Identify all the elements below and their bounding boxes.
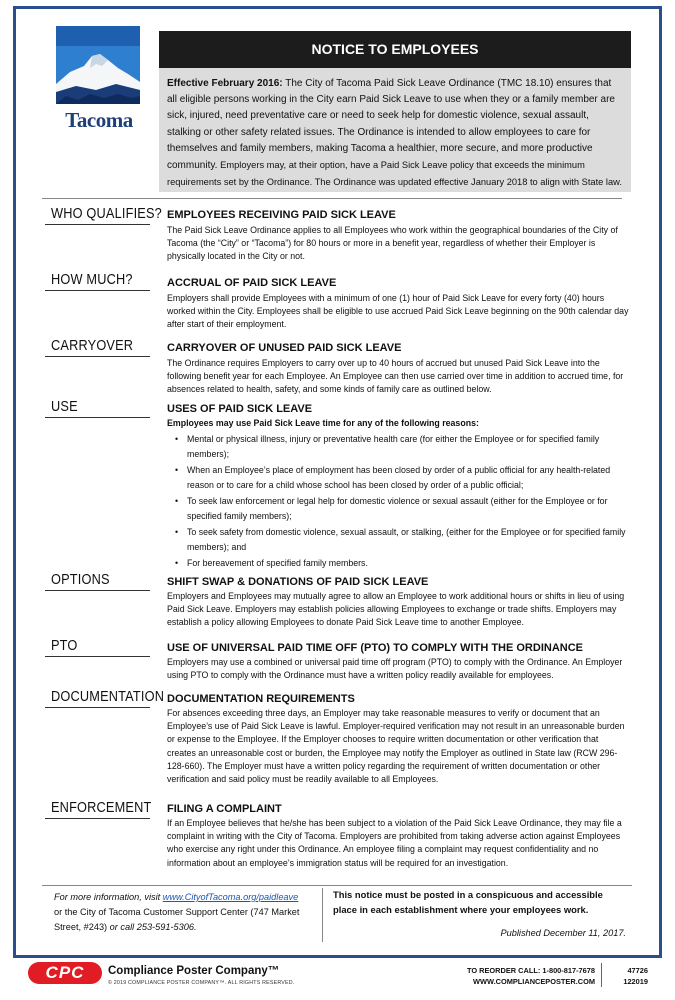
section-heading-enforcement: FILING A COMPLAINT [167, 803, 282, 815]
section-label-options: OPTIONS [51, 572, 110, 588]
section-label-use: USE [51, 399, 78, 415]
section-underline [45, 224, 150, 225]
section-body-pto: Employers may use a combined or universal paid time off program (PTO) to comply with the Ordinance. An Employer using PTO to comply with the Ordinance must have a written policy readily available for employees. [167, 657, 623, 681]
use-lead: Employees may use Paid Sick Leave time for any of the following reasons: [167, 418, 479, 428]
section-heading-how-much: ACCRUAL OF PAID SICK LEAVE [167, 277, 337, 289]
brand-name: Compliance Poster Company™ [108, 965, 280, 977]
section-heading-use: USES OF PAID SICK LEAVE [167, 403, 313, 415]
section-heading-carryover: CARRYOVER OF UNUSED PAID SICK LEAVE [167, 342, 402, 354]
section-underline [45, 818, 150, 819]
section-body-documentation: For absences exceeding three days, an Employer may take reasonable measures to verify or document that an Employee’s use of Paid Sick Leave is lawful. Employer-required verification may not result in an unreasonable burden or expense to the Employee. If the Employer chooses to require written documentation or other verification that creates an unreasonable cost or burden, the Employee may notify the Employer as outlined in State law (RCW 296-128-660). The Employer must have a written policy regarding the requirement of written documentation or other verification and said policy must be readily available to all Employees. [167, 708, 625, 785]
section-underline [45, 417, 150, 418]
tacoma-wordmark: Tacoma [65, 108, 133, 132]
section-label-who-qualifies: WHO QUALIFIES? [51, 206, 162, 222]
section-underline [45, 290, 150, 291]
published-date: Published December 11, 2017. [500, 928, 626, 938]
section-underline [45, 590, 150, 591]
use-reasons-list [167, 432, 629, 571]
section-heading-who-qualifies: EMPLOYEES RECEIVING PAID SICK LEAVE [167, 209, 396, 221]
notice-title: NOTICE TO EMPLOYEES [159, 31, 631, 68]
section-underline [45, 707, 150, 708]
reorder-info [440, 965, 595, 987]
section-body-enforcement: If an Employee believes that he/she has been subject to a violation of the Paid Sick Leave Ordinance, they may file a complaint in writing with the City of Tacoma. Employers are prohibited from taking adverse action against Employees who exercise any right under this Ordinance. An employee filing a complaint may request confidentiality and no information about an employee’s immigration status will be required for an investigation. [167, 818, 622, 868]
section-heading-options: SHIFT SWAP & DONATIONS OF PAID SICK LEAVE [167, 576, 429, 588]
reorder-website[interactable]: WWW.COMPLIANCEPOSTER.COM [473, 977, 595, 986]
section-label-pto: PTO [51, 638, 78, 654]
section-body-how-much: Employers shall provide Employees with a minimum of one (1) hour of Paid Sick Leave for every forty (40) hours worked within the City. Employees shall be eligible to use accrued Paid Sick Leave beginning on the 90th calendar day after start of their employment. [167, 293, 629, 330]
section-underline [45, 656, 150, 657]
brand-divider [601, 963, 602, 987]
divider [42, 198, 622, 199]
list-item: • When an Employee’s place of employment has been closed by order of a public official for any health-related reason or to care for a child whose school has been closed by order of a public official; [167, 463, 629, 493]
section-body-use [167, 417, 629, 572]
poster-codes [608, 965, 648, 987]
list-item: • To seek law enforcement or legal help for domestic violence or sexual assault (either for the Employee or for specified family members); [167, 494, 629, 524]
section-label-carryover: CARRYOVER [51, 338, 134, 354]
cpc-logo: CPC [28, 962, 102, 984]
poster-revision: 122019 [623, 977, 648, 986]
intro-text: The City of Tacoma Paid Sick Leave Ordinance (TMC 18.10) ensures that all eligible persons working in the City earn Paid Sick Leave to use when they or a family member are sick, injured, need preventative care or need to seek help for domestic violence, sexual assault, stalking or other safety related issues. The Ordinance is intended to allow employees to care for themselves and family members, making Tacoma a healthier, more secure, and more productive community. [167, 78, 615, 172]
section-body-options: Employers and Employees may mutually agree to allow an Employee to work additional hours or shifts in lieu of using Paid Sick Leave. Employers may establish policies allowing Employees to exchange or trade shifts. Employers may establish a policy allowing Employees to donate Paid Sick Leave time to another Employee. [167, 591, 625, 628]
list-item: • Mental or physical illness, injury or preventative health care (for either the Employee or for specified family members); [167, 432, 629, 462]
reorder-phone: TO REORDER CALL: 1-800-817-7678 [466, 966, 595, 975]
section-heading-documentation: DOCUMENTATION REQUIREMENTS [167, 693, 355, 705]
poster-code: 47726 [627, 966, 648, 975]
section-underline [45, 356, 150, 357]
footer-info-mid: or the City of Tacoma Customer Support Center (747 Market Street, #243) [54, 907, 300, 932]
section-body-who-qualifies: The Paid Sick Leave Ordinance applies to all Employees who work within the geographical boundaries of the City of Tacoma (the “City” or “Tacoma”) for 80 hours or more in a benefit year, regardless of whether their Employer is physically located in the City or not. [167, 225, 618, 262]
intro-lead: Effective February 2016: [167, 78, 283, 89]
footer-divider [42, 885, 632, 886]
section-label-how-much: HOW MUCH? [51, 272, 133, 288]
posting-notice: This notice must be posted in a conspicuous and accessible place in each establishment where your employees work. [333, 889, 603, 915]
list-item: • To seek safety from domestic violence, sexual assault, or stalking, (either for the Employee or for specified family members); and [167, 525, 629, 555]
intro-box [159, 68, 631, 192]
brand-copyright: © 2019 COMPLIANCE POSTER COMPANY™. ALL RIGHTS RESERVED. [108, 980, 295, 986]
intro-text-2: Employers may, at their option, have a Paid Sick Leave policy that exceeds the minimum requirements set by the Ordinance. The Ordinance was updated effective January 2018 to align with State law. [167, 160, 622, 188]
section-label-documentation: DOCUMENTATION [51, 689, 165, 705]
section-body-carryover: The Ordinance requires Employers to carry over up to 40 hours of accrued but unused Paid Sick Leave into the following benefit year for each Employee. An Employee can then use carried over time in addition to accrued time, for absences related to health, safety, and some kinds of family care as outlined below. [167, 358, 624, 395]
list-item: • For bereavement of specified family members. [167, 556, 629, 571]
section-heading-pto: USE OF UNIVERSAL PAID TIME OFF (PTO) TO COMPLY WITH THE ORDINANCE [167, 642, 583, 654]
section-label-enforcement: ENFORCEMENT [51, 800, 152, 816]
footer-vertical-divider [322, 888, 323, 942]
paidleave-link[interactable]: www.CityofTacoma.org/paidleave [162, 892, 299, 902]
footer-info-prefix: For more information, visit [54, 892, 163, 902]
footer-contact [54, 890, 314, 935]
footer-info-call: or call 253-591-5306. [109, 922, 197, 932]
